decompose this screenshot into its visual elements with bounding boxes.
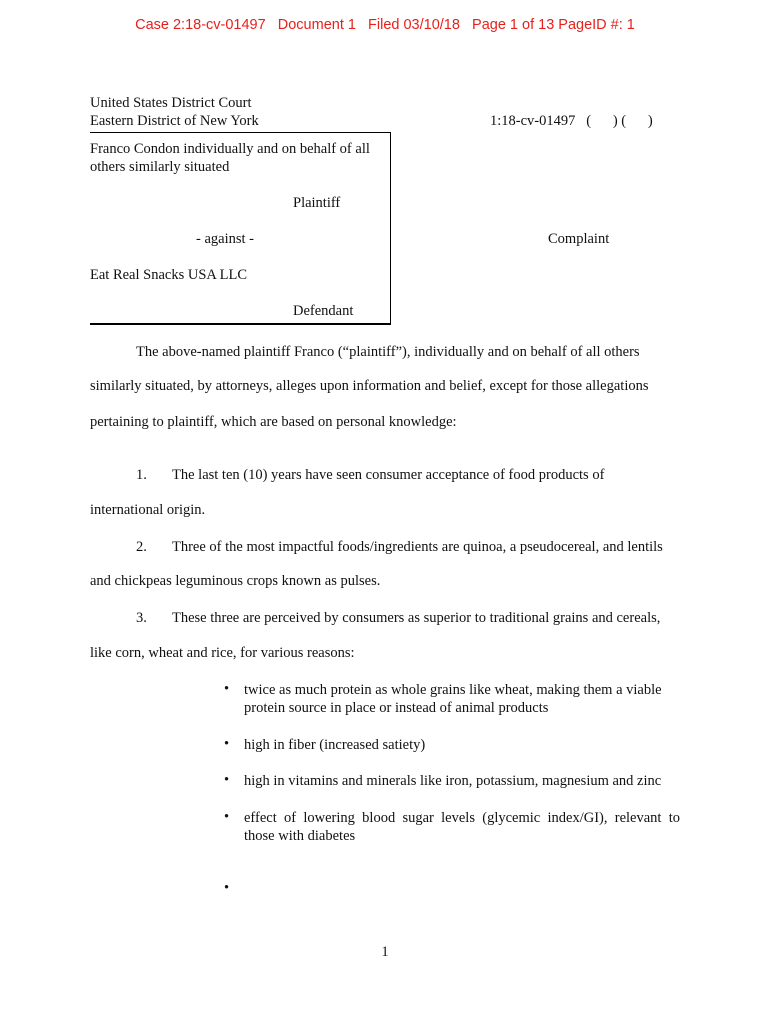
- plaintiff-name-line2: others similarly situated: [90, 159, 230, 175]
- defendant-label: Defendant: [293, 303, 354, 319]
- bullet-marker: •: [224, 681, 230, 697]
- filing-header-stamp: Case 2:18-cv-01497 Document 1 Filed 03/10/18 Page 1 of 13 PageID #: 1: [135, 17, 635, 33]
- bullet-item-3: high in vitamins and minerals like iron, potassium, magnesium and zinc: [244, 773, 662, 789]
- bullet-item-1: twice as much protein as whole grains like wheat, making them a viable protein source in place or instead of animal products: [244, 682, 662, 716]
- intro-line-2: similarly situated, by attorneys, alleges upon information and belief, except for those allegations: [90, 378, 649, 394]
- plaintiff-name-line1: Franco Condon individually and on behalf of all: [90, 141, 370, 157]
- page-number: 1: [381, 944, 389, 960]
- intro-line-3: pertaining to plaintiff, which are based on personal knowledge:: [90, 414, 457, 430]
- paragraph-3-number: 3.: [136, 610, 147, 626]
- paragraph-1-line2: international origin.: [90, 502, 206, 518]
- bullet-marker: •: [224, 809, 230, 825]
- paragraph-2-number: 2.: [136, 539, 147, 555]
- against-label: - against -: [196, 231, 254, 247]
- paragraph-2-line2: and chickpeas leguminous crops known as pulses.: [90, 573, 381, 589]
- paragraph-2-line1: Three of the most impactful foods/ingredients are quinoa, a pseudocereal, and lentils: [172, 539, 663, 555]
- paragraph-3-line1: These three are perceived by consumers as superior to traditional grains and cereals,: [172, 610, 661, 626]
- bullet-item-4: effect of lowering blood sugar levels (glycemic index/GI), relevant to those with diabetes: [244, 810, 680, 844]
- court-district: Eastern District of New York: [90, 113, 259, 129]
- paragraph-3-line2: like corn, wheat and rice, for various reasons:: [90, 645, 355, 661]
- bullet-item-2: high in fiber (increased satiety): [244, 737, 426, 753]
- court-name: United States District Court: [90, 95, 252, 111]
- case-number: 1:18-cv-01497 ( ) ( ): [490, 113, 653, 129]
- defendant-name: Eat Real Snacks USA LLC: [90, 267, 248, 283]
- bullet-marker: •: [224, 736, 230, 752]
- intro-line-1: The above-named plaintiff Franco (“plaintiff”), individually and on behalf of all others: [136, 344, 640, 360]
- bullet-marker: •: [224, 880, 230, 896]
- document-title: Complaint: [548, 231, 610, 247]
- paragraph-1-line1: The last ten (10) years have seen consumer acceptance of food products of: [172, 467, 605, 483]
- bullet-marker: •: [224, 772, 230, 788]
- paragraph-1-number: 1.: [136, 467, 147, 483]
- plaintiff-label: Plaintiff: [293, 195, 341, 211]
